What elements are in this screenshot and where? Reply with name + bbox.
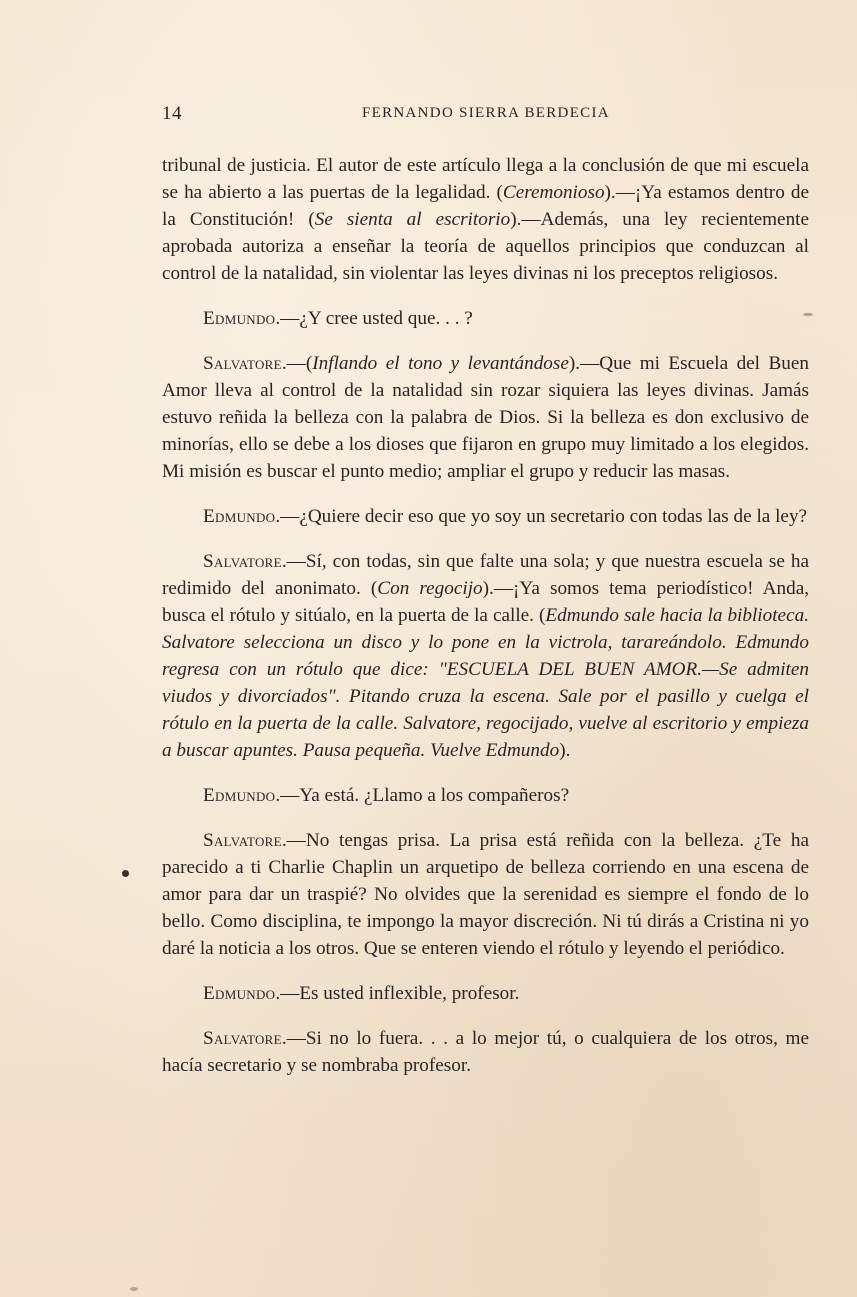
dialogue-text: .—Ya está. ¿Llamo a los compañeros?	[275, 785, 570, 806]
dialogue-line	[162, 548, 809, 764]
body-text	[162, 152, 809, 1097]
dialogue-text: .—Si no lo fuera. . . a lo mejor tú, o cualquiera de los otros, me hacía secretario y se nombraba profesor.	[162, 1028, 809, 1076]
dialogue-text: .—(	[281, 353, 313, 374]
dialogue-text: ).	[559, 740, 571, 761]
dialogue-line	[162, 1025, 809, 1079]
dialogue-line	[162, 305, 809, 332]
dialogue-text: .—Es usted inflexible, profesor.	[275, 983, 520, 1004]
speaker-name: Salvatore	[203, 1028, 282, 1049]
speaker-name: Salvatore	[203, 551, 282, 572]
dialogue-text: .—¿Y cree usted que. . . ?	[275, 308, 473, 329]
running-head: FERNANDO SIERRA BERDECIA	[362, 105, 610, 121]
dialogue-line	[162, 782, 809, 809]
dialogue-text: .—No tengas prisa. La prisa está reñida con la belleza. ¿Te ha parecido a ti Charlie Chaplin un arquetipo de belleza corriendo en una escena de amor para dar un traspié? No olvides que la serenidad es siempre el fondo de lo bello. Como disciplina, te impongo la mayor discreción. Ni tú dirás a Cristina ni yo daré la noticia a los otros. Que se enteren viendo el rótulo y leyendo el periódico.	[162, 830, 809, 959]
speaker-name: Edmundo	[203, 308, 276, 329]
ink-speck	[122, 870, 129, 877]
page-number: 14	[162, 103, 182, 124]
stage-direction: Inflando el tono y levantándose	[312, 353, 569, 374]
page-header	[162, 103, 809, 127]
speaker-name: Edmundo	[203, 506, 276, 527]
paper-blemish	[803, 313, 813, 316]
dialogue-line	[162, 503, 809, 530]
text-segment: tribunal de justicia. El autor de este artículo llega a la conclusión de que mi escuela se ha abierto a las puertas de la legalidad. (	[162, 155, 809, 203]
speaker-name: Salvatore	[203, 830, 282, 851]
stage-direction: Se sienta al escritorio	[314, 209, 511, 230]
dialogue-text: .—¿Quiere decir eso que yo soy un secretario con todas las de la ley?	[275, 506, 808, 527]
dialogue-line	[162, 980, 809, 1007]
stage-direction: Ceremonioso	[502, 182, 605, 203]
paragraph	[162, 152, 809, 287]
dialogue-text: ).—Que mi Escuela del Buen Amor lleva al control de la natalidad sin rozar siquiera las leyes divinas. Jamás estuvo reñida la belleza con la palabra de Dios. Si la belleza es don exclusivo de minorías, ello se debe a los dioses que fijaron en grupo muy limitado a los elegidos. Mi misión es buscar el punto medio; ampliar el grupo y reducir las masas.	[162, 353, 809, 482]
speaker-name: Edmundo	[203, 983, 276, 1004]
dialogue-line	[162, 827, 809, 962]
paper-blemish	[130, 1287, 138, 1291]
stage-direction: Con regocijo	[377, 578, 483, 599]
stage-direction: Edmundo sale hacia la biblioteca. Salvatore selecciona un disco y lo pone en la victrola, tarareándolo. Edmundo regresa con un rótulo que dice: "ESCUELA DEL BUEN AMOR.—Se admiten viudos y divorciados". Pitando cruza la escena. Sale por el pasillo y cuelga el rótulo en la puerta de la calle. Salvatore, regocijado, vuelve al escritorio y empieza a buscar apuntes. Pausa pequeña. Vuelve Edmundo	[162, 605, 809, 761]
dialogue-text: .—Sí, con todas, sin que falte una sola; y que nuestra escuela se ha redimido del anonimato. (	[162, 551, 809, 599]
dialogue-line	[162, 350, 809, 485]
text-segment: ).—¡Ya estamos dentro de la Constitución! (	[162, 182, 809, 230]
speaker-name: Edmundo	[203, 785, 276, 806]
dialogue-text: ).—¡Ya somos tema periodístico! Anda, busca el rótulo y sitúalo, en la puerta de la calle. (	[162, 578, 810, 626]
text-segment: ).—Además, una ley recientemente aprobada autoriza a enseñar la teoría de aquellos principios que conduzcan al control de la natalidad, sin violentar las leyes divinas ni los preceptos religiosos.	[162, 209, 810, 284]
speaker-name: Salvatore	[203, 353, 282, 374]
